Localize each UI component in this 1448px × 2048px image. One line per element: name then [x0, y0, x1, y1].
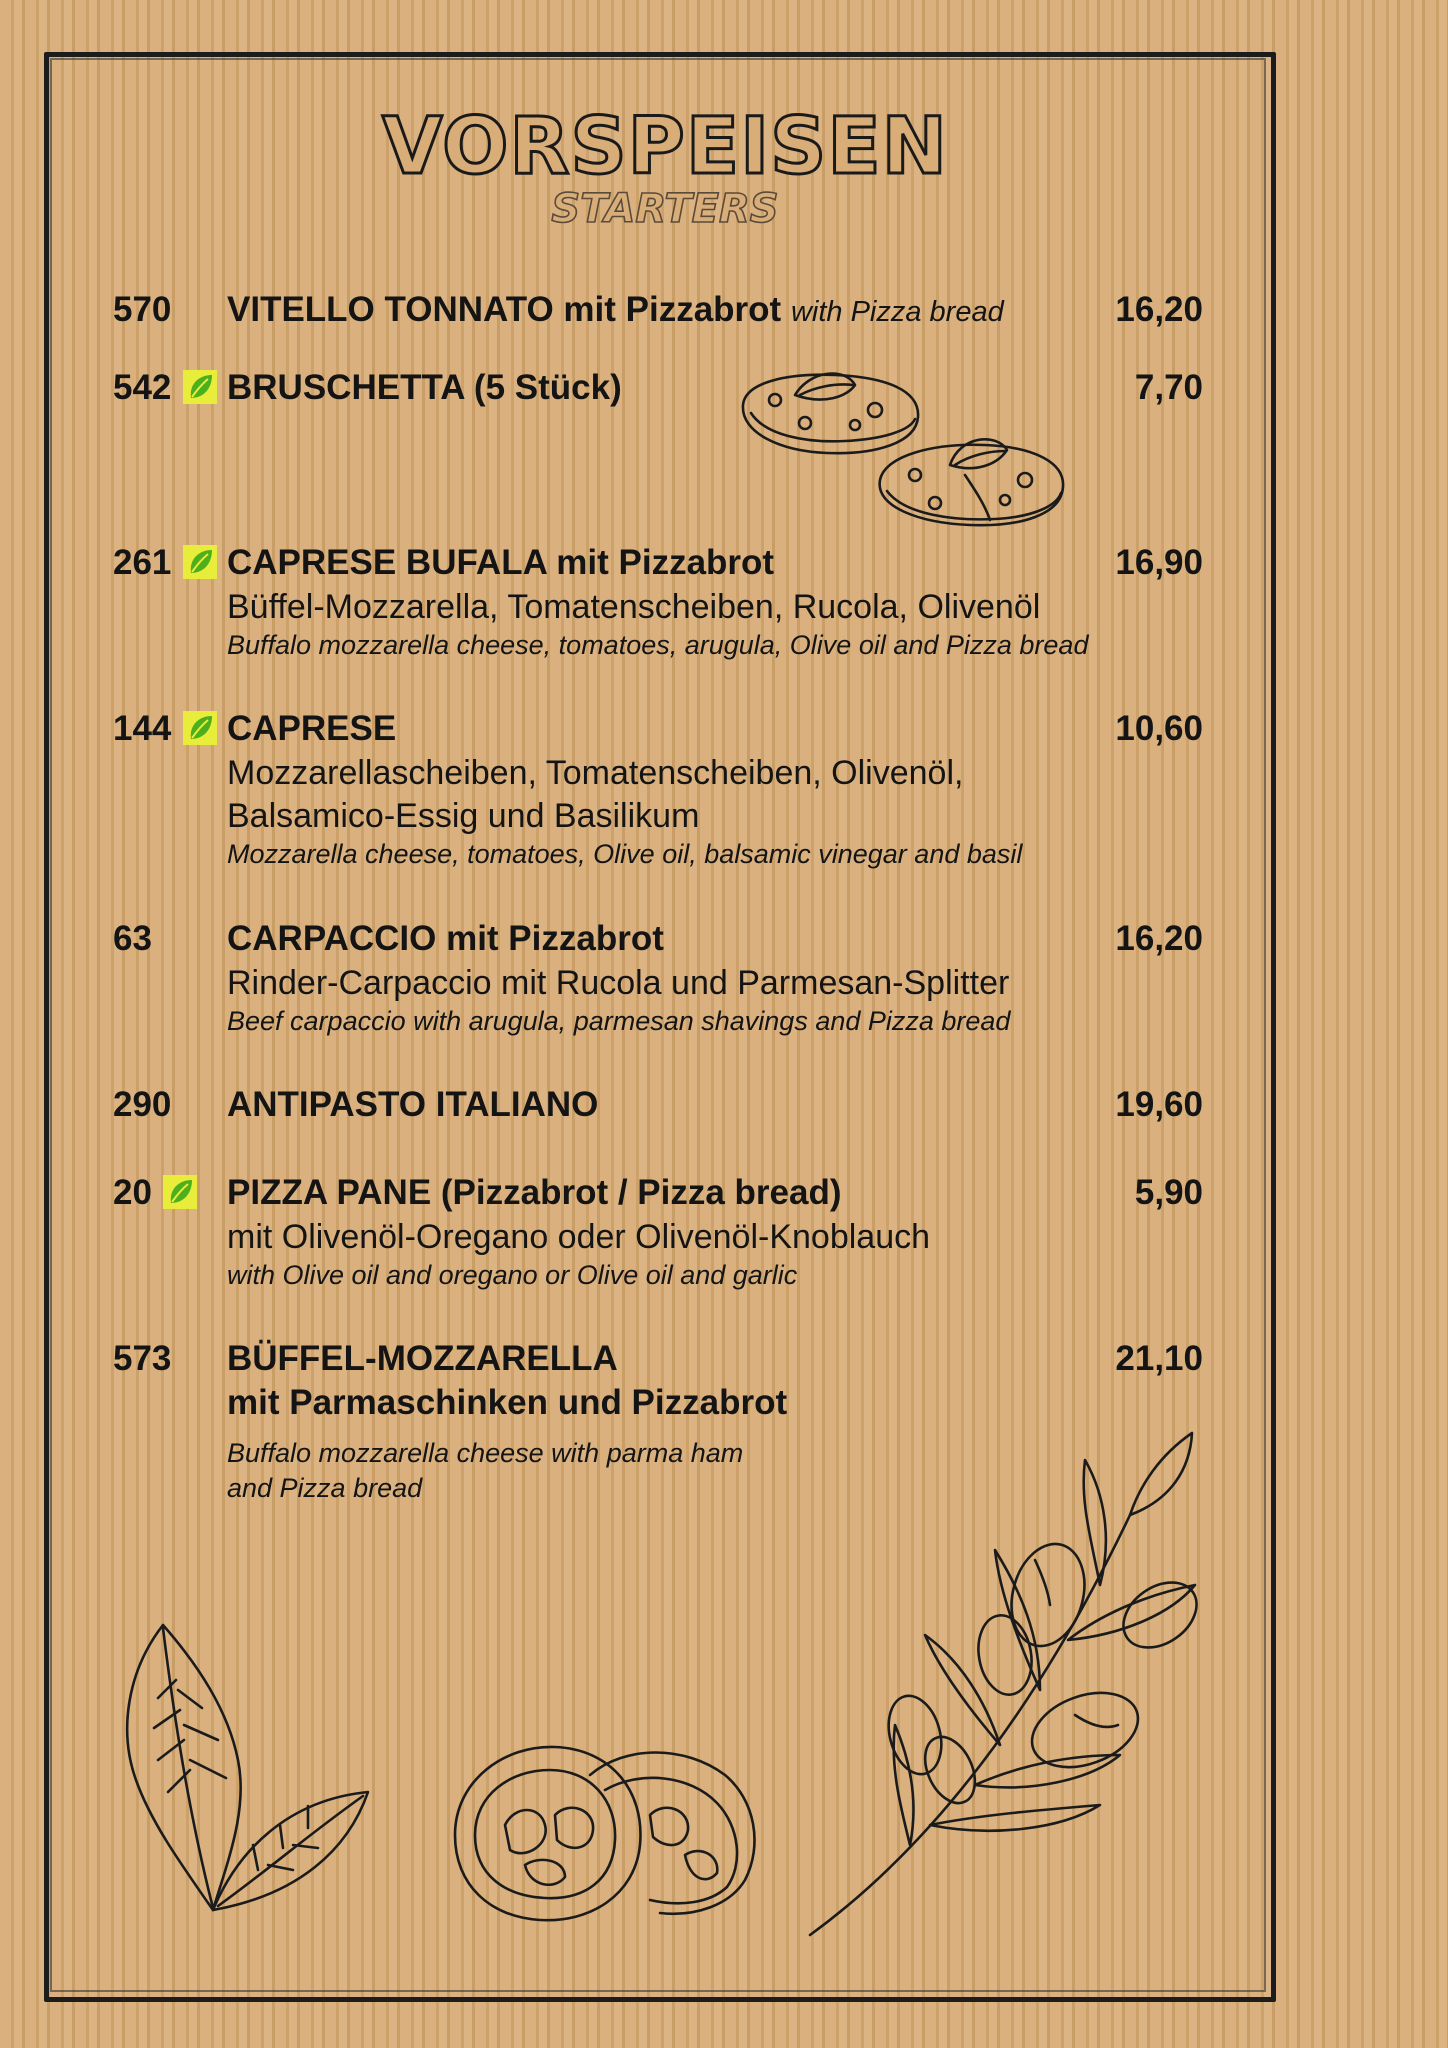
- item-description-de: Balsamico-Essig und Basilikum: [227, 797, 700, 835]
- item-name: CARPACCIO mit Pizzabrot: [227, 919, 664, 958]
- item-number: 261: [113, 543, 172, 582]
- item-number: 20: [113, 1173, 152, 1212]
- item-name: BÜFFEL-MOZZARELLA: [227, 1339, 618, 1378]
- tomato-illustration: [445, 1735, 765, 1925]
- basil-illustration: [118, 1620, 378, 1920]
- item-price: 5,90: [1134, 1173, 1203, 1212]
- item-name: BRUSCHETTA (5 Stück): [227, 368, 622, 407]
- item-number: 570: [113, 290, 172, 329]
- leaf-icon: [163, 1175, 197, 1209]
- item-number: 144: [113, 709, 172, 748]
- item-name: PIZZA PANE (Pizzabrot / Pizza bread): [227, 1173, 842, 1212]
- item-number: 573: [113, 1339, 172, 1378]
- item-price: 7,70: [1134, 368, 1203, 407]
- item-description-en: Buffalo mozzarella cheese, tomatoes, arugula, Olive oil and Pizza bread: [227, 630, 1089, 660]
- item-name-en: with Pizza bread: [790, 296, 1004, 328]
- bruschetta-illustration: [735, 355, 1075, 545]
- item-price: 19,60: [1115, 1085, 1203, 1124]
- olive-branch-illustration: [800, 1425, 1220, 1945]
- item-description-en: Buffalo mozzarella cheese with parma ham: [227, 1438, 744, 1468]
- item-description-en: and Pizza bread: [227, 1473, 423, 1503]
- item-name: ANTIPASTO ITALIANO: [227, 1085, 599, 1124]
- page-subtitle: STARTERS: [551, 186, 779, 232]
- item-number: 290: [113, 1085, 172, 1124]
- leaf-icon: [183, 370, 217, 404]
- item-description-en: Beef carpaccio with arugula, parmesan shavings and Pizza bread: [227, 1006, 1011, 1036]
- page-title: VORSPEISEN: [382, 102, 948, 192]
- item-price: 16,20: [1115, 290, 1203, 329]
- item-description-en: with Olive oil and oregano or Olive oil and garlic: [227, 1260, 798, 1290]
- item-price: 10,60: [1115, 709, 1203, 748]
- item-price: 16,20: [1115, 919, 1203, 958]
- item-description-de: Rinder-Carpaccio mit Rucola und Parmesan-Splitter: [227, 964, 1010, 1002]
- item-description-de: mit Olivenöl-Oregano oder Olivenöl-Knoblauch: [227, 1218, 931, 1256]
- item-description-en: Mozzarella cheese, tomatoes, Olive oil, balsamic vinegar and basil: [227, 839, 1023, 869]
- item-name: VITELLO TONNATO mit Pizzabrot with Pizza bread: [227, 290, 1004, 329]
- item-name-line2: mit Parmaschinken und Pizzabrot: [227, 1383, 788, 1422]
- item-price: 16,90: [1115, 543, 1203, 582]
- item-name: CAPRESE: [227, 709, 397, 748]
- leaf-icon: [183, 545, 217, 579]
- item-number: 542: [113, 368, 172, 407]
- item-name: CAPRESE BUFALA mit Pizzabrot: [227, 543, 775, 582]
- item-description-de: Mozzarellascheiben, Tomatenscheiben, Olivenöl,: [227, 754, 964, 792]
- item-price: 21,10: [1115, 1339, 1203, 1378]
- item-number: 63: [113, 919, 152, 958]
- leaf-icon: [183, 711, 217, 745]
- item-description-de: Büffel-Mozzarella, Tomatenscheiben, Rucola, Olivenöl: [227, 588, 1041, 626]
